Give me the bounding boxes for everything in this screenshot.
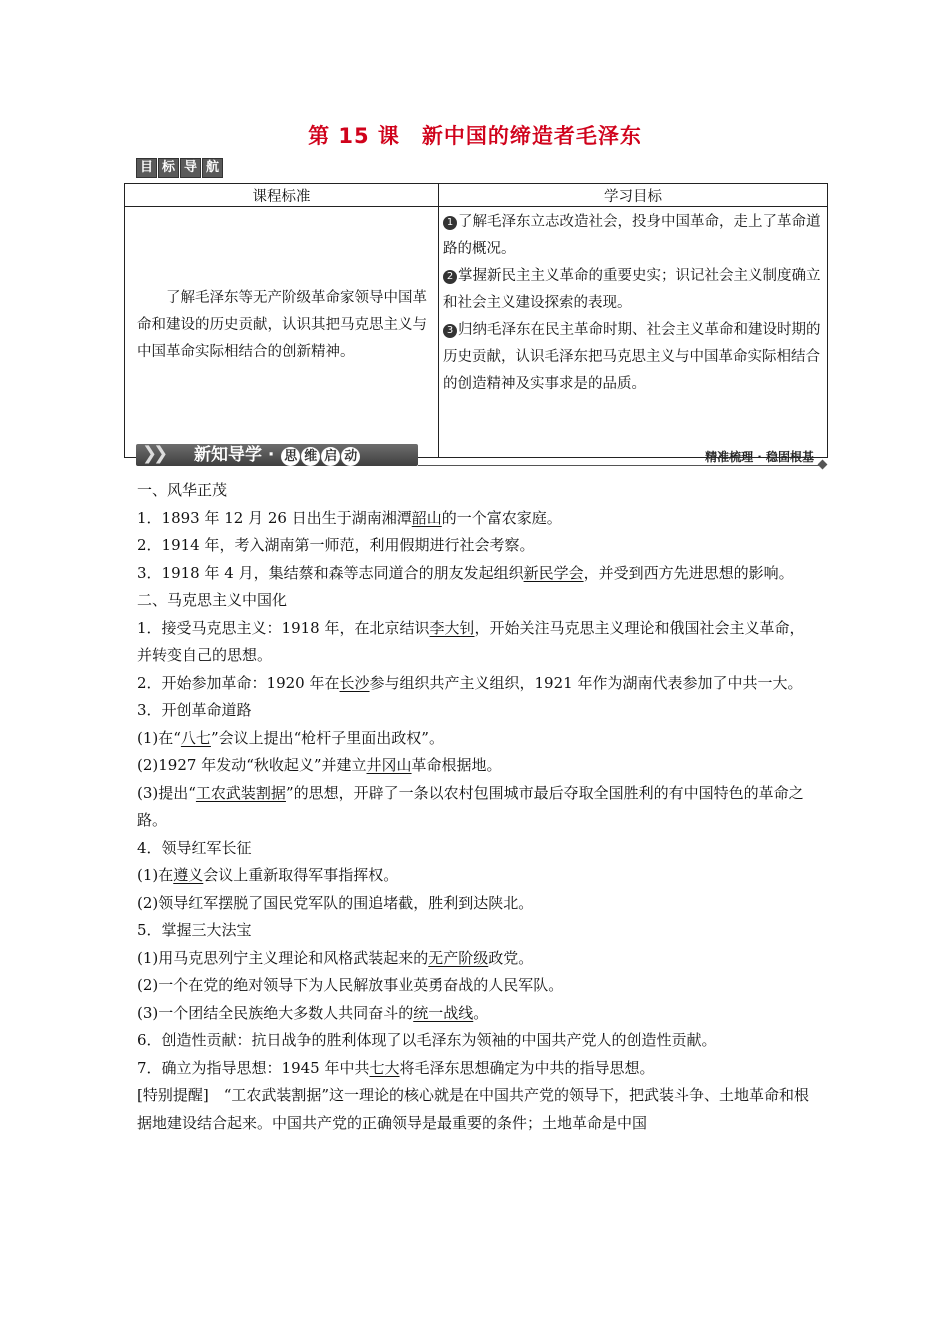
number-badge-icon: 1 — [443, 216, 457, 230]
underlined-key-term: 长沙 — [339, 673, 370, 692]
content-paragraph — [137, 670, 817, 698]
underlined-key-term: 遵义 — [173, 866, 204, 884]
banner-char: 动 — [341, 447, 360, 466]
paragraph-text: 1．1893 年 12 月 26 日出生于湖南湘潭 — [137, 508, 412, 527]
content-paragraph — [137, 917, 817, 945]
content-paragraph — [137, 1027, 817, 1055]
goal-nav-char: 导 — [180, 158, 201, 178]
objective-item — [443, 209, 821, 263]
banner-rule — [418, 465, 820, 466]
number-badge-icon: 3 — [443, 324, 457, 338]
goal-nav-char: 标 — [158, 158, 179, 178]
content-paragraph — [137, 862, 817, 890]
goals-table — [124, 183, 828, 458]
diamond-icon — [818, 460, 828, 470]
paragraph-text: (1)在 — [137, 866, 174, 884]
paragraph-text: (2)1927 年发动“秋收起义”并建立 — [137, 756, 367, 774]
content-paragraph — [137, 1000, 817, 1028]
content-paragraph — [137, 972, 817, 1000]
banner-char: 启 — [321, 447, 340, 466]
paragraph-text: (1)在“ — [137, 728, 181, 747]
banner-char: 维 — [301, 447, 320, 466]
objective-cell — [439, 207, 828, 458]
objective-item — [443, 317, 821, 398]
content-paragraph — [137, 725, 817, 753]
paragraph-text: ”会议上提出“枪杆子里面出政权”。 — [210, 728, 444, 747]
content-paragraph — [137, 532, 817, 560]
content-body — [137, 477, 817, 1137]
chevron-right-icon: ❯❯ — [142, 443, 165, 464]
paragraph-text: 3．开创革命道路 — [137, 701, 252, 719]
underlined-key-term: 韶山 — [411, 508, 442, 527]
paragraph-text: 二、马克思主义中国化 — [137, 591, 288, 609]
paragraph-text: ，开始关注马克思主义理论和俄国社会主义革命，并转变自己的思想。 — [137, 618, 805, 664]
paragraph-text: (3)一个团结全民族绝大多数人共同奋斗的 — [137, 1003, 414, 1022]
paragraph-text: [特别提醒] “工农武装割据”这一理论的核心就是在中国共产党的领导下，把武装斗争、土地革命和根据地建设结合起来。中国共产党的正确领导是最重要的条件；土地革命是中国 — [137, 1086, 810, 1132]
lesson-title: 第 15 课 新中国的缔造者毛泽东 — [308, 124, 642, 148]
content-paragraph — [137, 587, 817, 615]
paragraph-text: (3)提出“ — [137, 783, 196, 802]
paragraph-text: 会议上重新取得军事指挥权。 — [203, 866, 399, 884]
underlined-key-term: 八七 — [180, 728, 211, 747]
paragraph-text: 6．创造性贡献：抗日战争的胜利体现了以毛泽东为领袖的中国共产党人的创造性贡献。 — [137, 1031, 717, 1049]
number-badge-icon: 2 — [443, 270, 457, 284]
paragraph-text: 将毛泽东思想确定为中共的指导思想。 — [399, 1058, 655, 1077]
paragraph-text: 革命根据地。 — [411, 756, 502, 774]
paragraph-text: 5．掌握三大法宝 — [137, 921, 252, 939]
paragraph-text: 2．1914 年，考入湖南第一师范，利用假期进行社会考察。 — [137, 536, 535, 554]
underlined-key-term: 李大钊 — [429, 618, 475, 637]
paragraph-text: 4．领导红军长征 — [137, 838, 252, 857]
content-paragraph — [137, 945, 817, 973]
content-paragraph — [137, 477, 817, 505]
content-paragraph — [137, 1055, 817, 1083]
content-paragraph — [137, 780, 817, 835]
content-paragraph — [137, 752, 817, 780]
paragraph-text: 一、风华正茂 — [137, 481, 228, 499]
paragraph-text: ，并受到西方先进思想的影响。 — [583, 563, 794, 582]
paragraph-text: 政党。 — [488, 948, 534, 967]
paragraph-text: (2)领导红军摆脱了国民党军队的围追堵截，胜利到达陕北。 — [137, 893, 534, 912]
banner-right-text: 精准梳理 · 稳固根基 — [705, 450, 814, 464]
content-paragraph — [137, 890, 817, 918]
paragraph-text: 3．1918 年 4 月，集结蔡和森等志同道合的朋友发起组织 — [137, 563, 524, 582]
paragraph-text: 1．接受马克思主义：1918 年，在北京结识 — [137, 618, 430, 637]
objective-text: 了解毛泽东立志改造社会，投身中国革命，走上了革命道路的概况。 — [443, 214, 821, 257]
underlined-key-term: 统一战线 — [413, 1003, 474, 1022]
content-paragraph — [137, 1082, 817, 1137]
standard-cell — [125, 207, 439, 458]
banner-char: 思 — [281, 447, 300, 466]
section-banner — [136, 440, 826, 470]
goal-nav-tag — [136, 158, 223, 178]
paragraph-text: 参与组织共产主义组织，1921 年作为湖南代表参加了中共一大。 — [369, 673, 803, 692]
underlined-key-term: 新民学会 — [523, 563, 584, 582]
paragraph-text: (1)用马克思列宁主义理论和风格武装起来的 — [137, 948, 429, 967]
content-paragraph — [137, 560, 817, 588]
header-objective: 学习目标 — [439, 184, 828, 207]
underlined-key-term: 七大 — [369, 1058, 400, 1077]
content-paragraph — [137, 615, 817, 670]
objective-text: 归纳毛泽东在民主革命时期、社会主义革命和建设时期的历史贡献，认识毛泽东把马克思主义与中国革命实际相结合的创造精神及实事求是的品质。 — [443, 322, 821, 392]
banner-label-prefix: 新知导学 · — [194, 445, 281, 465]
content-paragraph — [137, 505, 817, 533]
goal-nav-char: 航 — [202, 158, 223, 178]
underlined-key-term: 工农武装割据 — [195, 783, 286, 802]
paragraph-text: 7．确立为指导思想：1945 年中共 — [137, 1058, 370, 1077]
content-paragraph — [137, 697, 817, 725]
goal-nav-char: 目 — [136, 158, 157, 178]
paragraph-text: (2)一个在党的绝对领导下为人民解放事业英勇奋战的人民军队。 — [137, 976, 564, 994]
underlined-key-term: 无产阶级 — [428, 948, 489, 967]
objective-item — [443, 263, 821, 317]
paragraph-text: 2．开始参加革命：1920 年在 — [137, 673, 340, 692]
paragraph-text: 。 — [473, 1003, 489, 1022]
paragraph-text: 的一个富农家庭。 — [441, 508, 562, 527]
paragraph-text: ”的思想，开辟了一条以农村包围城市最后夺取全国胜利的有中国特色的革命之路。 — [137, 783, 804, 829]
banner-label — [194, 444, 360, 466]
header-standard: 课程标准 — [125, 184, 439, 207]
objective-text: 掌握新民主主义革命的重要史实；识记社会主义制度确立和社会主义建设探索的表现。 — [443, 268, 821, 311]
standard-text: 了解毛泽东等无产阶级革命家领导中国革命和建设的历史贡献，认识其把马克思主义与中国革命实际相结合的创新精神。 — [137, 289, 427, 360]
underlined-key-term: 井冈山 — [366, 756, 412, 774]
content-paragraph — [137, 835, 817, 863]
